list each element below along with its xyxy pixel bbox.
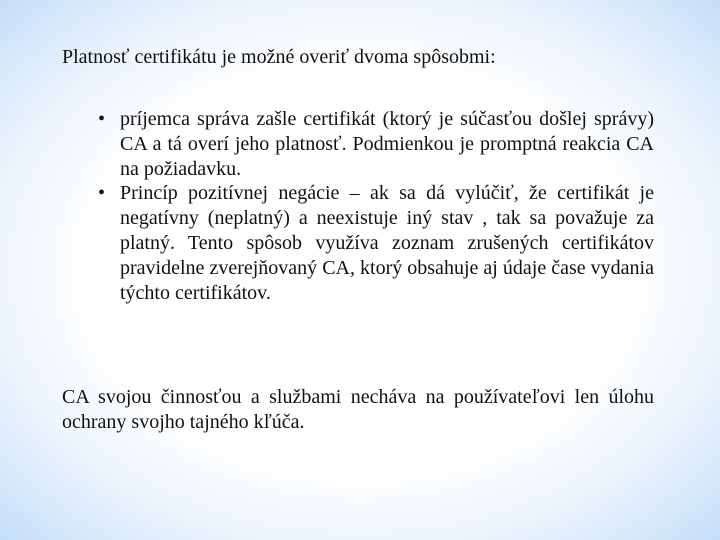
bullet-list (98, 107, 654, 305)
bullet-icon: • (98, 182, 106, 205)
bullet-icon: • (98, 108, 106, 130)
bullet-item-positive-negation (98, 181, 654, 305)
bullet-item-validation-request (98, 107, 654, 181)
bullet-text: Princíp pozitívnej negácie – ak sa dá vylúčiť, že certifikát je negatívny (neplatný) a neexistuje iný stav , tak sa považuje za platný. Tento spôsob využíva zoznam zrušených certifikátov pravidelne zverejňovaný CA, ktorý obsahuje aj údaje čase vydania týchto certifikátov. (120, 182, 654, 304)
intro-text: Platnosť certifikátu je možné overiť dvoma spôsobmi: (62, 46, 496, 68)
bullet-text: príjemca správa zašle certifikát (ktorý je súčasťou došlej správy) CA a tá overí jeho platnosť. Podmienkou je promptná reakcia CA na požiadavku. (120, 108, 654, 180)
closing-text: CA svojou činnosťou a službami necháva na používateľovi len úlohu ochrany svojho tajného kľúča. (62, 386, 654, 433)
